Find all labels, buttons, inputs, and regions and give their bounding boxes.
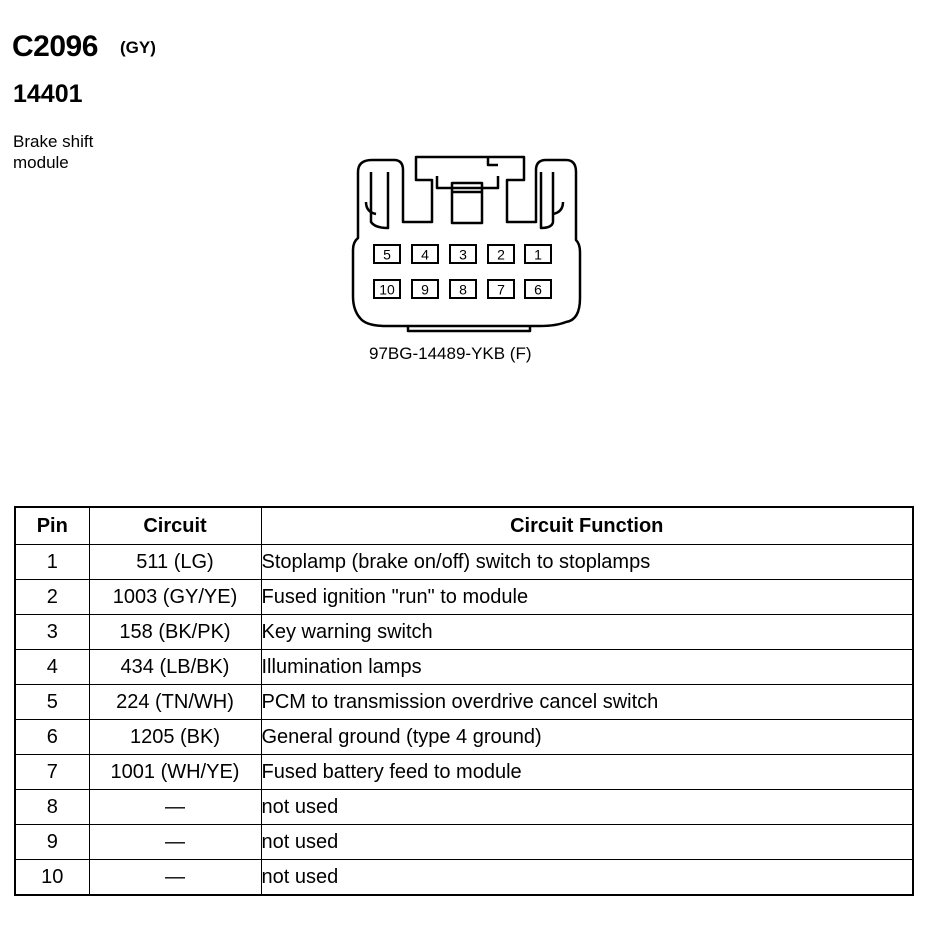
table-row — [15, 650, 913, 685]
pin-number-label: 1 — [534, 246, 542, 263]
circuit-cell: 224 (TN/WH) — [89, 685, 261, 720]
component-description: Brake shift module — [13, 132, 94, 172]
pin-cavity-6 — [525, 280, 551, 298]
table-header-row — [15, 507, 913, 545]
pin-cell: 6 — [15, 720, 89, 755]
pin-number-label: 3 — [459, 246, 467, 263]
part-number: 14401 — [13, 80, 83, 108]
pin-cell: 3 — [15, 615, 89, 650]
table-row — [15, 860, 913, 896]
circuit-cell: 1003 (GY/YE) — [89, 580, 261, 615]
connector-color: (GY) — [120, 38, 156, 57]
pin-cell: 2 — [15, 580, 89, 615]
pin-cavity-10 — [374, 280, 400, 298]
table-row — [15, 755, 913, 790]
pin-cell: 1 — [15, 545, 89, 580]
pin-cavity-5 — [374, 245, 400, 263]
header-circuit: Circuit — [89, 507, 261, 545]
pin-cavity-9 — [412, 280, 438, 298]
circuit-cell: 511 (LG) — [89, 545, 261, 580]
pin-number-label: 6 — [534, 281, 542, 298]
pinout-table — [14, 506, 914, 896]
pin-number-label: 8 — [459, 281, 467, 298]
pin-number-label: 2 — [497, 246, 505, 263]
pin-cavity-7 — [488, 280, 514, 298]
function-cell: Fused battery feed to module — [261, 755, 913, 790]
pin-number-label: 10 — [379, 281, 395, 298]
connector-id: C2096 — [12, 30, 98, 63]
pin-cell: 5 — [15, 685, 89, 720]
pin-cell: 7 — [15, 755, 89, 790]
function-cell: Fused ignition "run" to module — [261, 580, 913, 615]
pin-cavity-1 — [525, 245, 551, 263]
connector-face-diagram — [0, 0, 932, 380]
function-cell: not used — [261, 790, 913, 825]
pin-number-label: 4 — [421, 246, 429, 263]
circuit-cell: — — [89, 860, 261, 896]
pin-cell: 8 — [15, 790, 89, 825]
header-pin: Pin — [15, 507, 89, 545]
function-cell: PCM to transmission overdrive cancel switch — [261, 685, 913, 720]
function-cell: General ground (type 4 ground) — [261, 720, 913, 755]
circuit-cell: 158 (BK/PK) — [89, 615, 261, 650]
table-row — [15, 580, 913, 615]
pin-cell: 4 — [15, 650, 89, 685]
table-row — [15, 790, 913, 825]
pin-cell: 10 — [15, 860, 89, 896]
connector-part-label: 97BG-14489-YKB (F) — [369, 344, 532, 363]
pin-cavity-2 — [488, 245, 514, 263]
function-cell: not used — [261, 860, 913, 896]
circuit-cell: 434 (LB/BK) — [89, 650, 261, 685]
pin-cavity-4 — [412, 245, 438, 263]
table-row — [15, 720, 913, 755]
pin-number-label: 7 — [497, 281, 505, 298]
table-row — [15, 615, 913, 650]
function-cell: Stoplamp (brake on/off) switch to stoplamps — [261, 545, 913, 580]
circuit-cell: 1001 (WH/YE) — [89, 755, 261, 790]
table-row — [15, 685, 913, 720]
circuit-cell: — — [89, 825, 261, 860]
pin-cell: 9 — [15, 825, 89, 860]
function-cell: not used — [261, 825, 913, 860]
circuit-cell: — — [89, 790, 261, 825]
table-row — [15, 825, 913, 860]
function-cell: Illumination lamps — [261, 650, 913, 685]
header-function: Circuit Function — [261, 507, 913, 545]
pin-cavity-3 — [450, 245, 476, 263]
table-row — [15, 545, 913, 580]
pin-number-label: 9 — [421, 281, 429, 298]
circuit-cell: 1205 (BK) — [89, 720, 261, 755]
pin-number-label: 5 — [383, 246, 391, 263]
function-cell: Key warning switch — [261, 615, 913, 650]
pin-cavity-8 — [450, 280, 476, 298]
